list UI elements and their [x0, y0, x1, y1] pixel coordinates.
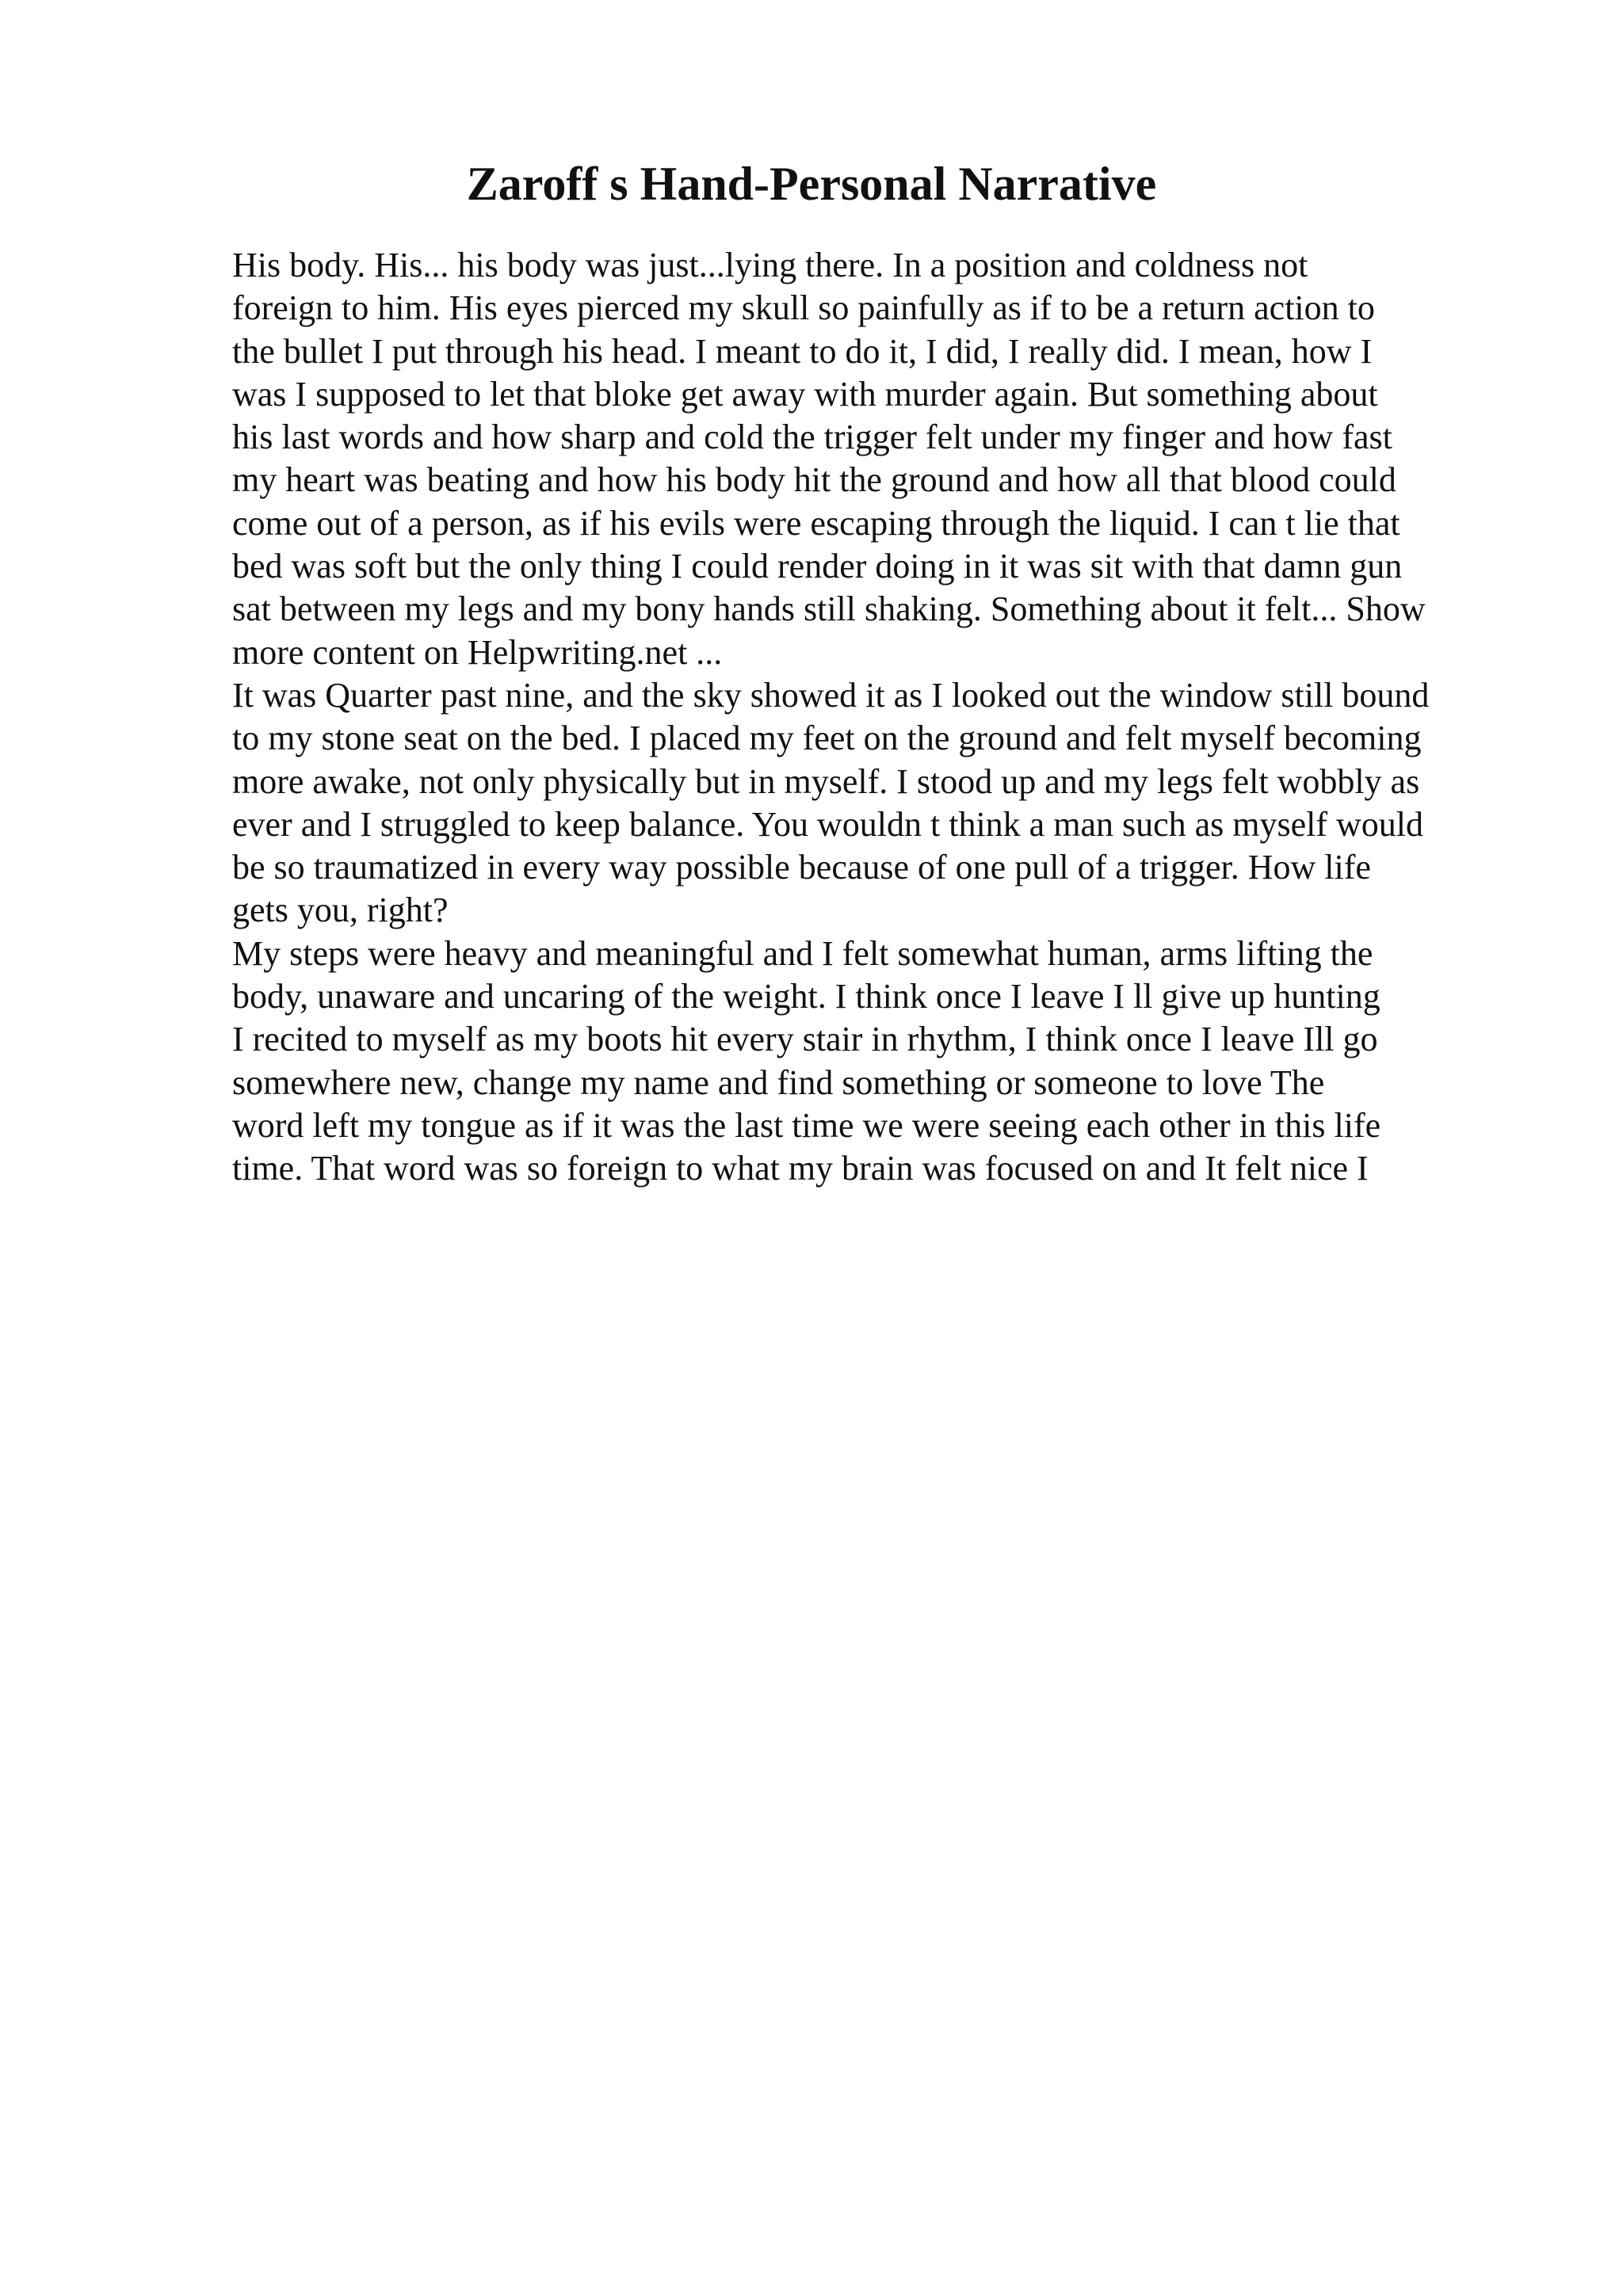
- text-line: come out of a person, as if his evils were escaping through the liquid. I can t lie that: [232, 503, 1400, 543]
- text-line: foreign to him. His eyes pierced my skull so painfully as if to be a return action to: [232, 288, 1375, 328]
- text-line: my heart was beating and how his body hit the ground and how all that blood could: [232, 460, 1396, 500]
- text-line: gets you, right?: [232, 891, 449, 930]
- text-line: body, unaware and uncaring of the weight. I think once I leave I ll give up hunting: [232, 977, 1381, 1016]
- text-line: be so traumatized in every way possible because of one pull of a trigger. How life: [232, 848, 1371, 887]
- text-line: I recited to myself as my boots hit every stair in rhythm, I think once I leave Ill go: [232, 1020, 1378, 1059]
- text-line: his last words and how sharp and cold the trigger felt under my finger and how fast: [232, 418, 1392, 457]
- text-line: ever and I struggled to keep balance. You wouldn t think a man such as myself would: [232, 804, 1424, 844]
- paragraph-1: [232, 244, 1508, 674]
- document-title: Zaroff s Hand-Personal Narrative: [466, 158, 1157, 210]
- paragraph-3: [232, 933, 1508, 1191]
- text-line: the bullet I put through his head. I meant to do it, I did, I really did. I mean, how I: [232, 331, 1373, 371]
- text-line: somewhere new, change my name and find something or someone to love The: [232, 1062, 1325, 1102]
- text-line: more awake, not only physically but in myself. I stood up and my legs felt wobbly as: [232, 761, 1420, 801]
- text-line: bed was soft but the only thing I could render doing in it was sit with that damn gun: [232, 547, 1403, 586]
- text-line: word left my tongue as if it was the last time we were seeing each other in this life: [232, 1105, 1381, 1145]
- text-line: sat between my legs and my bony hands still shaking. Something about it felt... Show: [232, 589, 1426, 629]
- text-line: His body. His... his body was just...lying there. In a position and coldness not: [232, 246, 1308, 284]
- text-line: My steps were heavy and meaningful and I felt somewhat human, arms lifting the: [232, 933, 1373, 973]
- text-line: more content on Helpwriting.net ...: [232, 632, 723, 672]
- text-line: time. That word was so foreign to what my brain was focused on and It felt nice I: [232, 1149, 1369, 1188]
- text-line: It was Quarter past nine, and the sky showed it as I looked out the window still bound: [232, 675, 1430, 715]
- text-line: to my stone seat on the bed. I placed my feet on the ground and felt myself becoming: [232, 719, 1422, 758]
- document-body: [232, 244, 1508, 1191]
- text-line: was I supposed to let that bloke get away with murder again. But something about: [232, 374, 1378, 414]
- paragraph-2: [232, 674, 1508, 933]
